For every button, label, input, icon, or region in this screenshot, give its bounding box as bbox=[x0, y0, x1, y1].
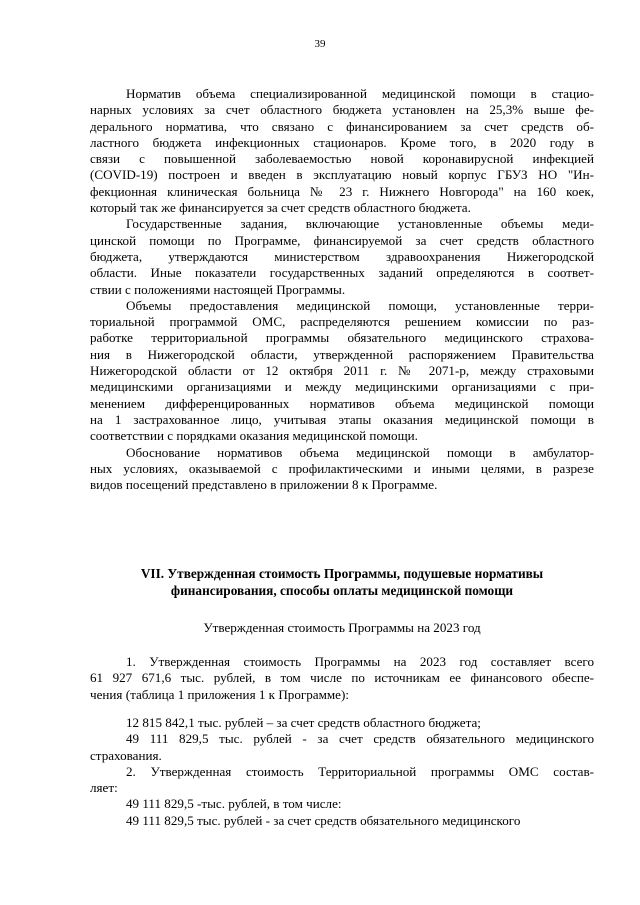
subheading: Утвержденная стоимость Программы на 2023 год bbox=[203, 620, 481, 635]
text-line: цинской помощи по Программе, финансируемой за счет средств областного bbox=[90, 232, 594, 248]
text-line: ных условиях, оказываемой с профилактическими и иными целями, в разрезе bbox=[90, 460, 594, 476]
text-line: ляет: bbox=[90, 780, 118, 796]
text-line: 49 111 829,5 -тыс. рублей, в том числе: bbox=[126, 796, 342, 812]
text-line: ствии с положениями настоящей Программы. bbox=[90, 281, 346, 297]
text-line: нарных условиях за счет областного бюджета установлен на 25,3% выше фе- bbox=[90, 102, 594, 118]
paragraph bbox=[90, 813, 594, 829]
text-line: чения (таблица 1 приложения 1 к Программе): bbox=[90, 686, 349, 702]
body-text-block-2 bbox=[90, 654, 594, 703]
paragraph bbox=[90, 86, 594, 216]
text-line: 1. Утвержденная стоимость Программы на 2023 год составляет всего bbox=[126, 654, 594, 669]
paragraph bbox=[90, 654, 594, 703]
text-line: 61 927 671,6 тыс. рублей, в том числе по источникам ее финансового обеспе- bbox=[90, 670, 594, 686]
text-line: Государственные задания, включающие установленные объемы меди- bbox=[126, 216, 594, 232]
section-heading-line-2: финансирования, способы оплаты медицинской помощи bbox=[170, 583, 514, 598]
text-line: ния в Нижегородской области, утвержденной распоряжением Правительства bbox=[90, 346, 594, 362]
body-text-block-3 bbox=[90, 715, 594, 829]
text-line: фекционная клиническая больница № 23 г. Нижнего Новгорода" на 160 коек, bbox=[90, 183, 594, 199]
text-line: связи с повышенной заболеваемостью новой коронавирусной инфекцией bbox=[90, 151, 594, 167]
text-line: соответствии с порядками оказания медицинской помощи. bbox=[90, 428, 418, 444]
paragraph bbox=[90, 764, 594, 797]
text-line: страхования. bbox=[90, 747, 162, 763]
body-text-block-1 bbox=[90, 86, 594, 493]
text-line: Норматив объема специализированной медицинской помощи в стацио- bbox=[126, 86, 594, 101]
text-line: работке территориальной программы обязательного медицинского страхова- bbox=[90, 330, 594, 346]
text-line: видов посещений представлено в приложении 8 к Программе. bbox=[90, 477, 438, 493]
paragraph bbox=[90, 731, 594, 764]
paragraph bbox=[90, 715, 594, 731]
section-heading bbox=[90, 565, 594, 599]
text-line: бюджета, утверждаются министерством здравоохранения Нижегородской bbox=[90, 248, 594, 264]
text-line: 12 815 842,1 тыс. рублей – за счет средств областного бюджета; bbox=[126, 715, 481, 730]
text-line: ластного бюджета инфекционных стационаров. Кроме того, в 2020 году в bbox=[90, 134, 594, 150]
paragraph bbox=[90, 298, 594, 445]
text-line: (COVID-19) построен и введен в эксплуатацию новый корпус ГБУЗ НО "Ин- bbox=[90, 167, 594, 183]
text-line: дерального норматива, что связано с финансированием за счет средств об- bbox=[90, 118, 594, 134]
text-line: 49 111 829,5 тыс. рублей - за счет средств обязательного медицинского bbox=[126, 731, 594, 747]
section-heading-line-1: VII. Утвержденная стоимость Программы, подушевые нормативы bbox=[140, 566, 544, 581]
text-line: Обоснование нормативов объема медицинской помощи в амбулатор- bbox=[126, 444, 594, 460]
paragraph bbox=[90, 796, 594, 812]
text-line: который так же финансируется за счет средств областного бюджета. bbox=[90, 200, 471, 216]
text-line: на 1 застрахованное лицо, учитывая этапы оказания медицинской помощи в bbox=[90, 411, 594, 427]
text-line: Объемы предоставления медицинской помощи, установленные терри- bbox=[126, 297, 594, 313]
text-line: Нижегородской области от 12 октября 2011 г. № 2071-р, между страховыми bbox=[90, 363, 594, 379]
text-line: 49 111 829,5 тыс. рублей - за счет средств обязательного медицинского bbox=[126, 812, 521, 828]
text-line: ториальной программой ОМС, распределяются решением комиссии по раз- bbox=[90, 314, 594, 330]
text-line: менением дифференцированных нормативов объема медицинской помощи bbox=[90, 395, 594, 411]
text-line: области. Иные показатели государственных заданий определяются в соответ- bbox=[90, 265, 594, 281]
text-line: 2. Утвержденная стоимость Территориальной программы ОМС состав- bbox=[126, 763, 594, 779]
paragraph bbox=[90, 445, 594, 494]
paragraph bbox=[90, 216, 594, 297]
page-number: 39 bbox=[314, 38, 326, 50]
text-line: медицинскими организациями и между медицинскими организациями с при- bbox=[90, 379, 594, 395]
